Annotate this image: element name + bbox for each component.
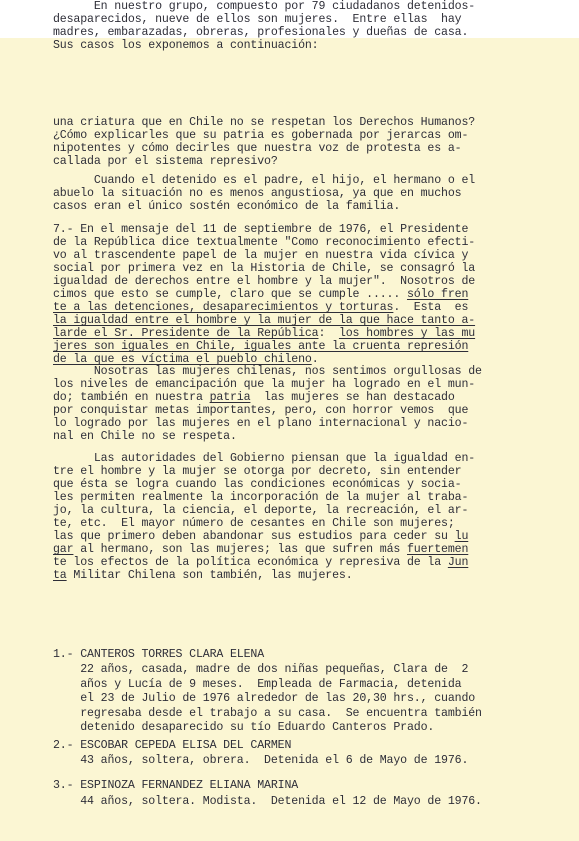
text-line: [53, 530, 468, 543]
text-line: [53, 556, 468, 569]
text-line: [53, 692, 475, 705]
text-segment: desaparecidos, nueve de ellos son mujeres. Entre ellas hay: [53, 13, 462, 26]
text-segment: abuelo la situación no es menos angustiosa, ya que en muchos: [53, 187, 462, 200]
text-line: [53, 517, 455, 530]
text-segment: nal en Chile no se respeta.: [53, 430, 237, 443]
text-line: [53, 648, 264, 661]
underlined-text: patria: [209, 391, 251, 404]
text-segment: 44 años, soltera. Modista. Detenida el 12 de Mayo de 1976.: [53, 795, 482, 808]
text-segment: años y Lucía de 9 meses. Empleada de Farmacia, detenida: [53, 677, 462, 691]
text-line: [53, 174, 475, 187]
text-segment: social por primera vez en la Historia de Chile, se consagró la: [53, 262, 476, 275]
text-segment: nipotentes y cómo decirles que nuestra voz de protesta es a-: [53, 142, 462, 155]
text-segment: Cuando el detenido es el padre, el hijo, el hermano o el: [53, 174, 476, 187]
text-segment: 2.- ESCOBAR CEPEDA ELISA DEL CARMEN: [53, 739, 292, 752]
text-segment: Las autoridades del Gobierno piensan que la igualdad en-: [53, 452, 476, 465]
text-line: [53, 465, 461, 478]
text-segment: Militar Chilena son también, las mujeres.: [66, 569, 353, 582]
text-segment: En nuestro grupo, compuesto por 79 ciudadanos detenidos-: [53, 0, 476, 13]
text-line: [53, 739, 291, 752]
underlined-text: gar: [53, 543, 74, 556]
text-line: [53, 491, 468, 504]
text-segment: que ésta se logra cuando las condiciones económicas y socia-: [53, 478, 462, 491]
text-segment: 3.- ESPINOZA FERNANDEZ ELIANA MARINA: [53, 779, 299, 792]
text-segment: vo al trascendente papel de la mujer en nuestra vida cívica y: [53, 249, 469, 262]
underlined-text: la igualdad entre el hombre y la mujer de la que hace tanto a-: [53, 314, 476, 327]
text-segment: madres, embarazadas, obreras, profesionales y dueñas de casa.: [53, 26, 469, 39]
text-segment: callada por el sistema represivo?: [53, 155, 278, 168]
text-line: [53, 504, 468, 517]
text-segment: les permiten realmente la incorporación de la mujer al traba-: [53, 491, 469, 504]
text-segment: :: [318, 327, 339, 340]
text-line: [53, 116, 475, 129]
text-line: [53, 340, 468, 353]
text-line: [53, 142, 461, 155]
text-line: [53, 223, 468, 236]
text-segment: do; también en nuestra: [53, 391, 210, 404]
text-line: [53, 155, 278, 168]
text-line: [53, 452, 475, 465]
text-line: [53, 301, 468, 314]
underlined-text: ta: [53, 569, 67, 582]
underlined-text: larde el Sr. Presidente de la República: [53, 327, 319, 340]
text-segment: las que primero deben abandonar sus estudios para ceder su: [53, 530, 455, 543]
text-line: [53, 187, 461, 200]
text-segment: jo, la cultura, la ciencia, el deporte, la recreación, el ar-: [53, 504, 469, 517]
text-line: [53, 754, 468, 767]
underlined-text: lu: [454, 530, 469, 543]
text-line: [53, 262, 475, 275]
text-segment: al hermano, son las mujeres; las que sufren más: [73, 543, 407, 556]
text-line: [53, 39, 319, 52]
text-line: [53, 129, 468, 142]
text-segment: .: [311, 353, 319, 366]
text-segment: de la República dice textualmente "Como reconocimiento efecti-: [53, 236, 476, 249]
text-segment: . Esta es: [393, 301, 469, 314]
text-line: [53, 13, 461, 26]
text-line: [53, 249, 468, 262]
text-segment: Nosotras las mujeres chilenas, nos sentimos orgullosas de: [53, 365, 482, 378]
text-line: [53, 0, 475, 13]
text-line: [53, 707, 482, 720]
text-line: [53, 26, 468, 39]
text-segment: 1.- CANTEROS TORRES CLARA ELENA: [53, 648, 265, 661]
text-line: [53, 663, 468, 676]
text-segment: casos eran el único sostén económico de la familia.: [53, 200, 401, 213]
text-line: [53, 543, 468, 556]
text-segment: 7.- En el mensaje del 11 de septiembre de 1976, el Presidente: [53, 223, 469, 236]
text-line: [53, 275, 475, 288]
text-line: [53, 478, 461, 491]
text-segment: por conquistar metas importantes, pero, con horror vemos que: [53, 404, 469, 417]
text-line: [53, 417, 468, 430]
text-line: [53, 404, 468, 417]
text-segment: Sus casos los exponemos a continuación:: [53, 39, 319, 52]
text-line: [53, 200, 400, 213]
underlined-text: sólo fren: [406, 288, 469, 301]
text-segment: ¿Cómo explicarles que su patria es gobernada por jerarcas om-: [53, 129, 469, 142]
text-line: [53, 236, 475, 249]
text-segment: igualdad de derechos entre el hombre y la mujer". Nosotros de: [53, 275, 476, 288]
text-segment: 43 años, soltera, obrera. Detenida el 6 de Mayo de 1976.: [53, 754, 469, 767]
text-segment: te, etc. El mayor número de cesantes en Chile son mujeres;: [53, 517, 455, 530]
text-segment: cimos que esto se cumple, claro que se cumple .....: [53, 288, 407, 301]
text-segment: las mujeres se han destacado: [250, 391, 455, 404]
text-line: [53, 721, 434, 734]
text-line: [53, 365, 482, 378]
text-line: [53, 430, 237, 443]
underlined-text: Jun: [447, 556, 469, 569]
text-line: [53, 391, 455, 404]
text-line: [53, 779, 298, 792]
underlined-text: jeres son iguales en Chile, iguales ante la cruenta represión: [53, 340, 469, 353]
text-segment: el 23 de Julio de 1976 alrededor de las 20,30 hrs., cuando: [53, 692, 476, 705]
text-segment: regresaba desde el trabajo a su casa. Se encuentra también: [53, 706, 482, 720]
text-segment: una criatura que en Chile no se respetan los Derechos Humanos?: [53, 116, 476, 129]
underlined-text: de la que es víctima el pueblo chileno: [53, 353, 312, 366]
text-line: [53, 378, 475, 391]
text-segment: lo logrado por las mujeres en el plano internacional y nacio-: [53, 417, 469, 430]
text-segment: 22 años, casada, madre de dos niñas pequeñas, Clara de 2: [53, 663, 469, 676]
underlined-text: fuertemen: [407, 543, 469, 556]
text-segment: te los efectos de la política económica y represiva de la: [53, 556, 448, 569]
text-segment: los niveles de emancipación que la mujer ha logrado en el mun-: [53, 378, 476, 391]
underlined-text: te a las detenciones, desaparecimientos y torturas: [53, 301, 394, 314]
text-line: [53, 795, 482, 808]
text-line: [53, 314, 475, 327]
underlined-text: los hombres y las mu: [338, 327, 476, 340]
text-segment: tre el hombre y la mujer se otorga por decreto, sin entender: [53, 465, 462, 478]
text-line: [53, 569, 353, 582]
text-line: [53, 678, 461, 691]
text-line: [53, 327, 475, 340]
text-segment: detenido desaparecido su tío Eduardo Canteros Prado.: [53, 721, 435, 734]
text-line: [53, 288, 468, 301]
